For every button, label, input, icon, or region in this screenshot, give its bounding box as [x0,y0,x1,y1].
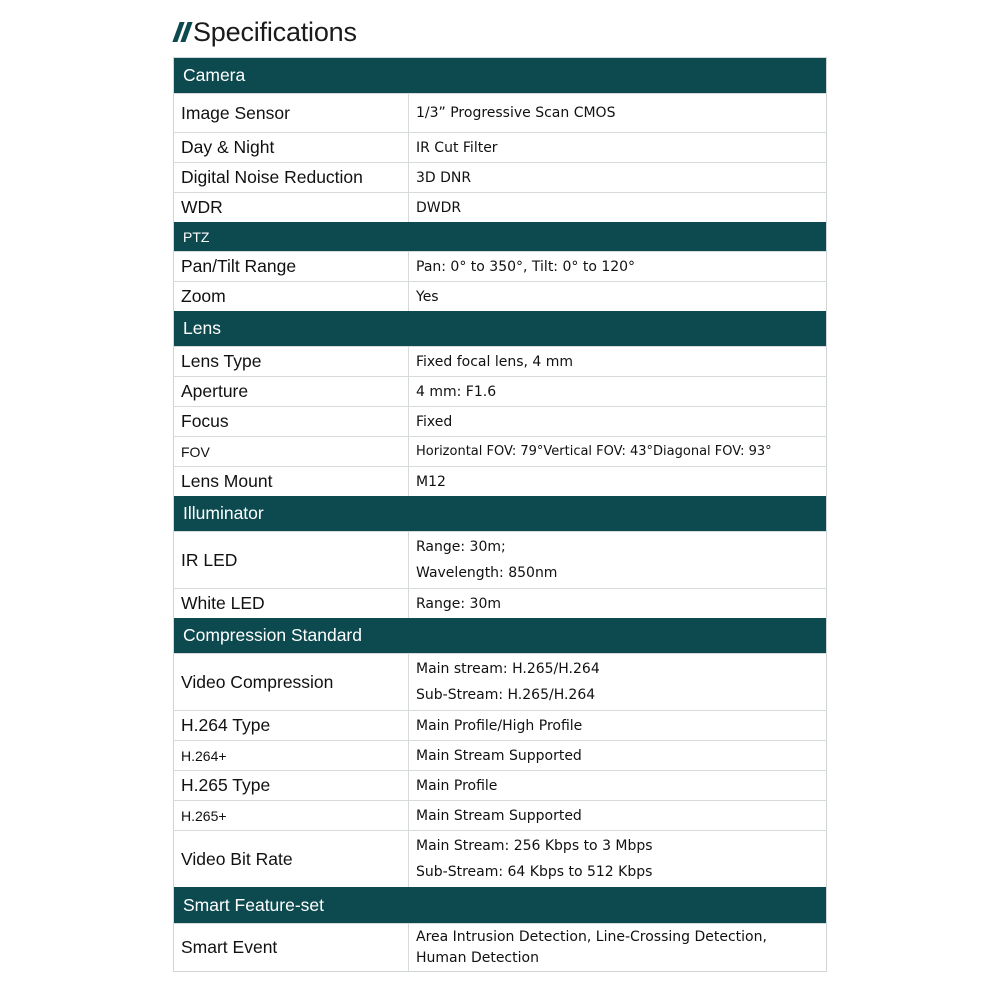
spec-label: Day & Night [174,133,409,162]
spec-row-zoom [174,281,826,311]
spec-row-h-265-type [174,770,826,800]
spec-value [409,711,826,740]
specifications-table [173,57,827,972]
spec-value-line: 1/3” Progressive Scan CMOS [416,105,616,121]
spec-row-h-264 [174,740,826,770]
spec-value [409,193,826,222]
double-slash-icon [173,20,191,44]
spec-value-line: 3D DNR [416,169,472,186]
spec-row-h-264-type [174,710,826,740]
spec-value [409,94,826,132]
spec-label: Pan/Tilt Range [174,252,409,281]
spec-value [409,771,826,800]
spec-value [409,654,826,710]
spec-row-lens-type [174,346,826,376]
spec-row-lens-mount [174,466,826,496]
spec-value-line: Sub-Stream: 64 Kbps to 512 Kbps [416,864,653,880]
spec-row-ir-led [174,531,826,588]
spec-label: Lens Mount [174,467,409,496]
section-header-camera: Camera [174,58,826,93]
spec-label: White LED [174,589,409,618]
spec-value-line: Main stream: H.265/H.264 [416,661,600,677]
spec-row-video-bit-rate [174,830,826,887]
spec-label: H.265 Type [174,771,409,800]
spec-value [409,347,826,376]
spec-value [409,801,826,830]
spec-row-fov [174,436,826,466]
spec-value-line: Main Profile [416,777,498,794]
spec-value-line: Range: 30m [416,595,501,612]
spec-value [409,133,826,162]
spec-row-video-compression [174,653,826,710]
spec-value-line: Main Stream Supported [416,747,582,764]
spec-value [409,741,826,770]
page-title: Specifications [193,16,357,47]
spec-value [409,924,826,971]
page-header [173,14,357,50]
spec-row-image-sensor [174,93,826,132]
spec-value [409,282,826,311]
spec-value-line: Area Intrusion Detection, Line-Crossing Detection, [416,928,767,945]
section-header-smart-feature-set: Smart Feature-set [174,887,826,923]
spec-value-line: Human Detection [416,949,539,966]
spec-label: H.264 Type [174,711,409,740]
spec-label: Aperture [174,377,409,406]
spec-label: Video Compression [174,654,409,710]
spec-row-white-led [174,588,826,618]
spec-row-digital-noise-reduction [174,162,826,192]
spec-value-line: Fixed [416,413,453,430]
spec-label: Video Bit Rate [174,831,409,887]
spec-value [409,831,826,887]
section-header-compression-standard: Compression Standard [174,618,826,653]
spec-row-smart-event [174,923,826,971]
spec-value [409,589,826,618]
spec-value-line: Horizontal FOV: 79°Vertical FOV: 43°Diagonal FOV: 93° [416,443,772,459]
section-header-lens: Lens [174,311,826,346]
spec-value-line: Main Profile/High Profile [416,717,583,734]
spec-value [409,532,826,588]
spec-label: H.265+ [174,801,409,830]
spec-value [409,407,826,436]
spec-value-line: Sub-Stream: H.265/H.264 [416,687,596,703]
spec-value-line: Pan: 0° to 350°, Tilt: 0° to 120° [416,258,636,275]
spec-label: H.264+ [174,741,409,770]
spec-value [409,467,826,496]
spec-value-line: Main Stream Supported [416,807,582,824]
spec-value [409,377,826,406]
section-header-ptz: PTZ [174,222,826,251]
spec-value-line: Yes [416,288,439,305]
spec-value-line: Wavelength: 850nm [416,565,558,581]
spec-label: Smart Event [174,924,409,971]
spec-label: IR LED [174,532,409,588]
spec-label: Zoom [174,282,409,311]
spec-value-line: 4 mm: F1.6 [416,383,497,400]
spec-value-line: Fixed focal lens, 4 mm [416,353,574,370]
spec-row-pan-tilt-range [174,251,826,281]
spec-label: Image Sensor [174,94,409,132]
spec-row-focus [174,406,826,436]
spec-label: Digital Noise Reduction [174,163,409,192]
spec-label: Lens Type [174,347,409,376]
spec-value [409,437,826,466]
spec-value-line: DWDR [416,199,462,216]
spec-value-line: IR Cut Filter [416,139,498,156]
spec-value-line: Main Stream: 256 Kbps to 3 Mbps [416,838,653,854]
spec-label: WDR [174,193,409,222]
section-header-illuminator: Illuminator [174,496,826,531]
spec-label: Focus [174,407,409,436]
spec-row-wdr [174,192,826,222]
spec-row-aperture [174,376,826,406]
spec-value [409,163,826,192]
spec-label: FOV [174,437,409,466]
spec-row-h-265 [174,800,826,830]
spec-row-day-night [174,132,826,162]
spec-value [409,252,826,281]
spec-value-line: M12 [416,473,446,490]
spec-value-line: Range: 30m; [416,539,506,555]
